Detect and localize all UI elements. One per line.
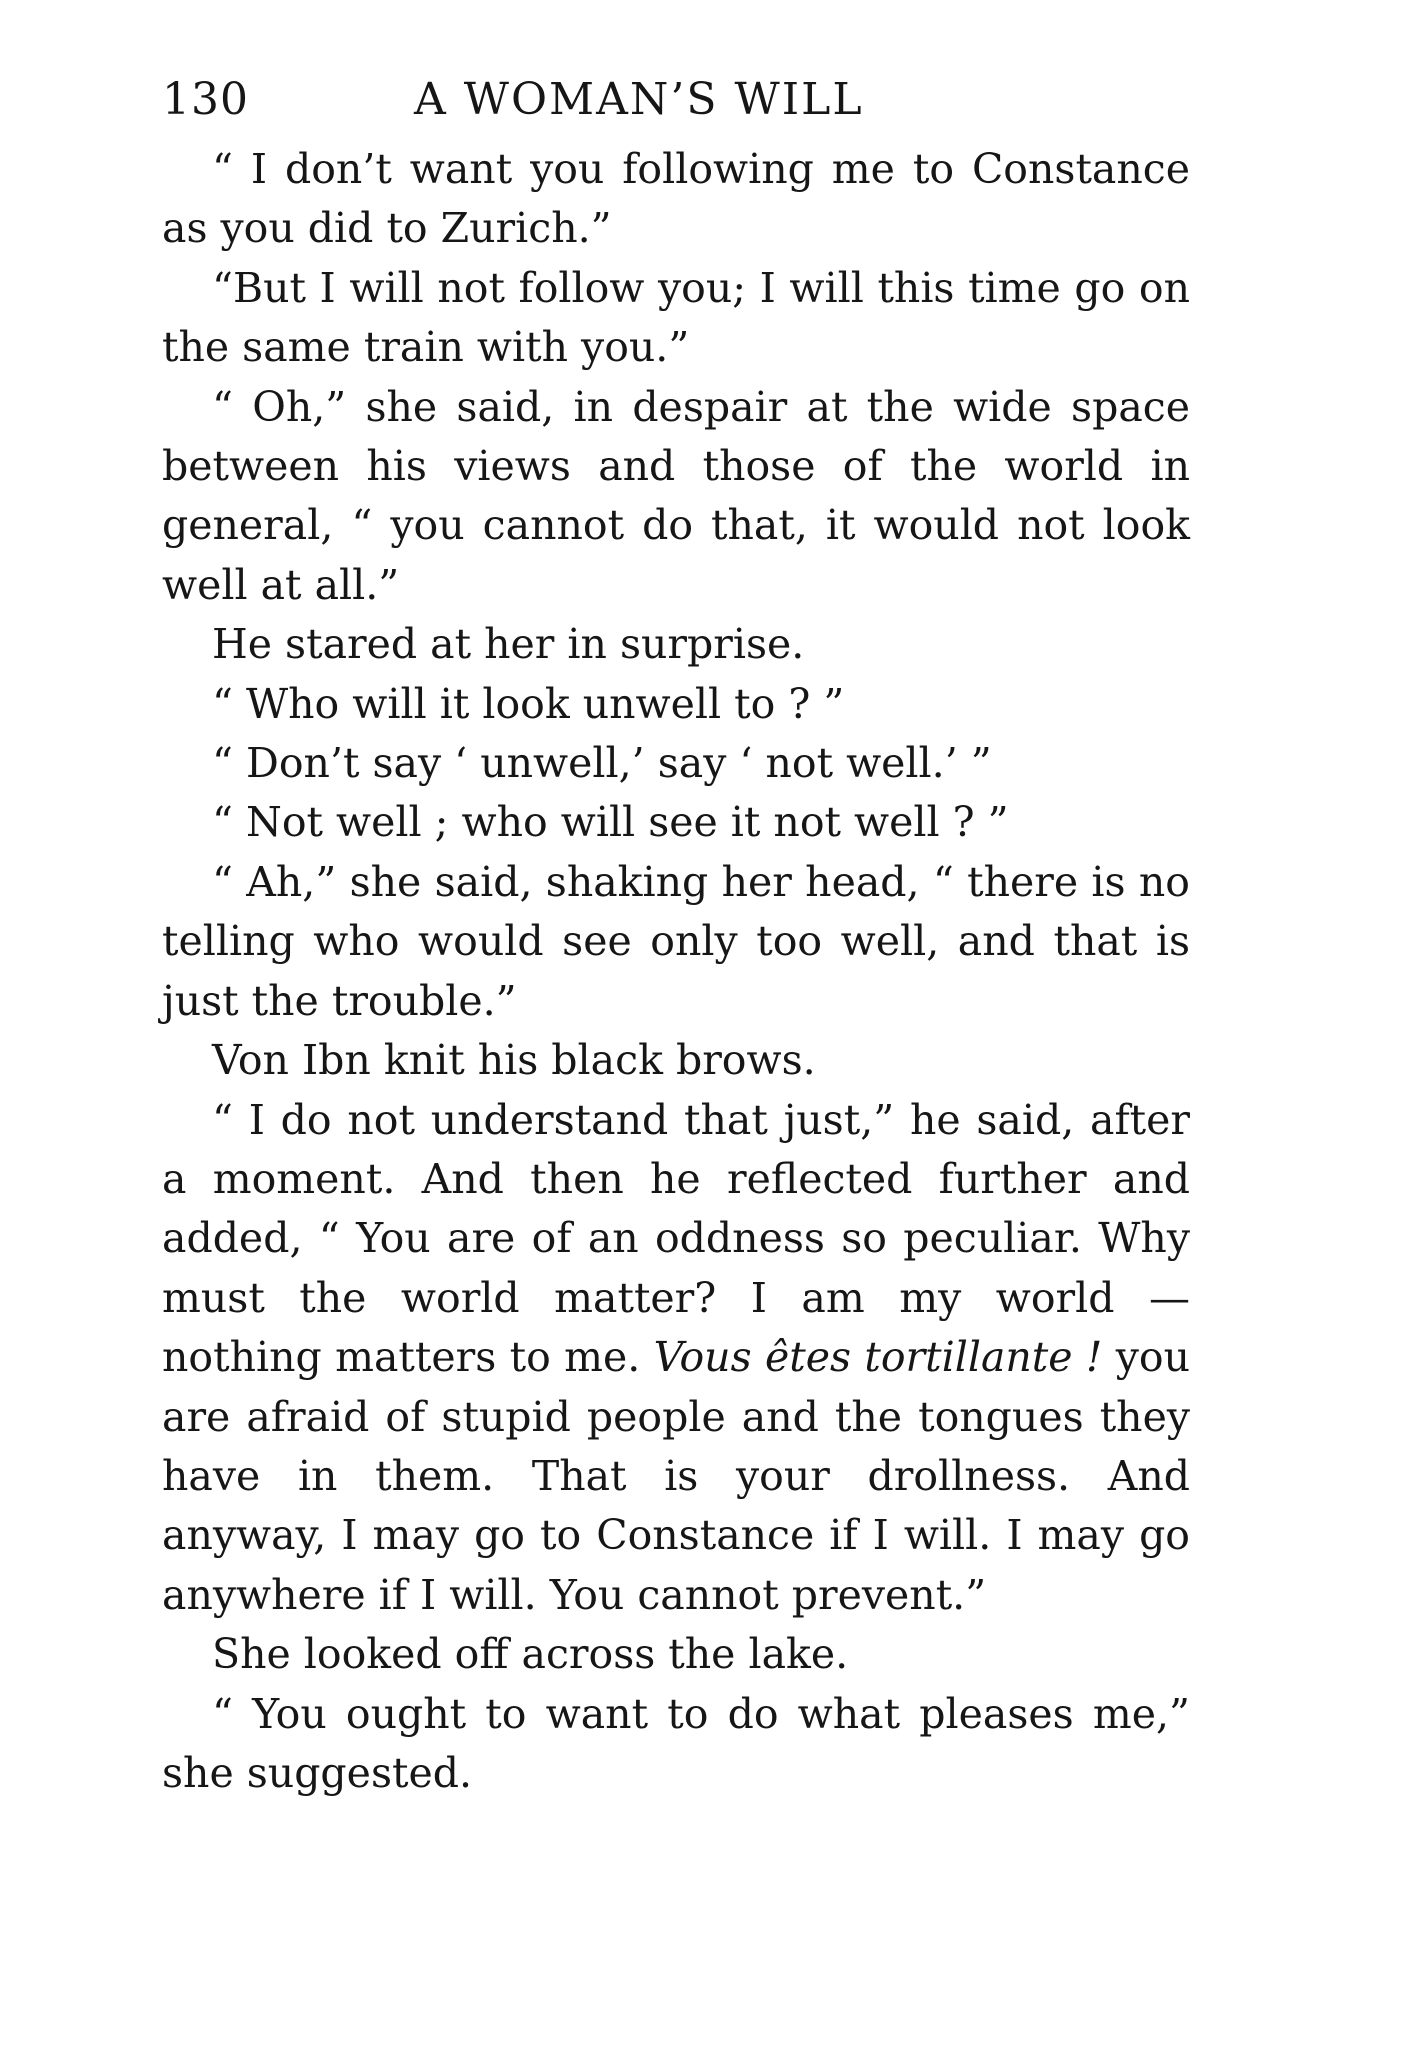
paragraph: “ You ought to want to do what pleases me,” she suggested. [162, 1689, 1190, 1797]
paragraph: Von Ibn knit his black brows. [212, 1036, 816, 1085]
paragraph: “ Ah,” she said, shaking her head, “ there is no telling who would see only too well, and that is just the trouble.” [162, 857, 1190, 1025]
paragraph: “ Who will it look unwell to ? ” [212, 679, 845, 728]
paragraph: “ Oh,” she said, in despair at the wide space between his views and those of the world in general, “ you cannot do that, it would not look well at all.” [162, 382, 1190, 609]
italic-phrase: Vous êtes tortillante ! [653, 1333, 1103, 1382]
paragraph: “But I will not follow you; I will this time go on the same train with you.” [162, 263, 1190, 372]
body-text [162, 140, 1190, 1803]
paragraph: “ Don’t say ‘ unwell,’ say ‘ not well.’ ” [212, 739, 992, 788]
paragraph: She looked off across the lake. [212, 1630, 849, 1679]
running-title: A WOMAN’S WILL [414, 74, 864, 125]
paragraph: He stared at her in surprise. [212, 620, 805, 669]
paragraph-text: “ I do not understand that just,” he said, after a moment. And then he reflected further and added, “ You are of an oddness so peculiar. Why must the world matter? I am my world — nothing matters to me. [162, 1095, 1190, 1382]
paragraph-with-emphasis [162, 1091, 1190, 1626]
book-page [162, 60, 1190, 1803]
paragraph: “ Not well ; who will see it not well ? ” [212, 798, 1009, 847]
paragraph-text: you are afraid of stupid people and the tongues they have in them. That is your drollness. And anyway, I may go to Constance if I will. I may go anywhere if I will. You cannot prevent.” [162, 1333, 1190, 1619]
running-head [162, 60, 1190, 140]
paragraph: “ I don’t want you following me to Constance as you did to Zurich.” [162, 145, 1190, 253]
page-number: 130 [162, 74, 249, 125]
